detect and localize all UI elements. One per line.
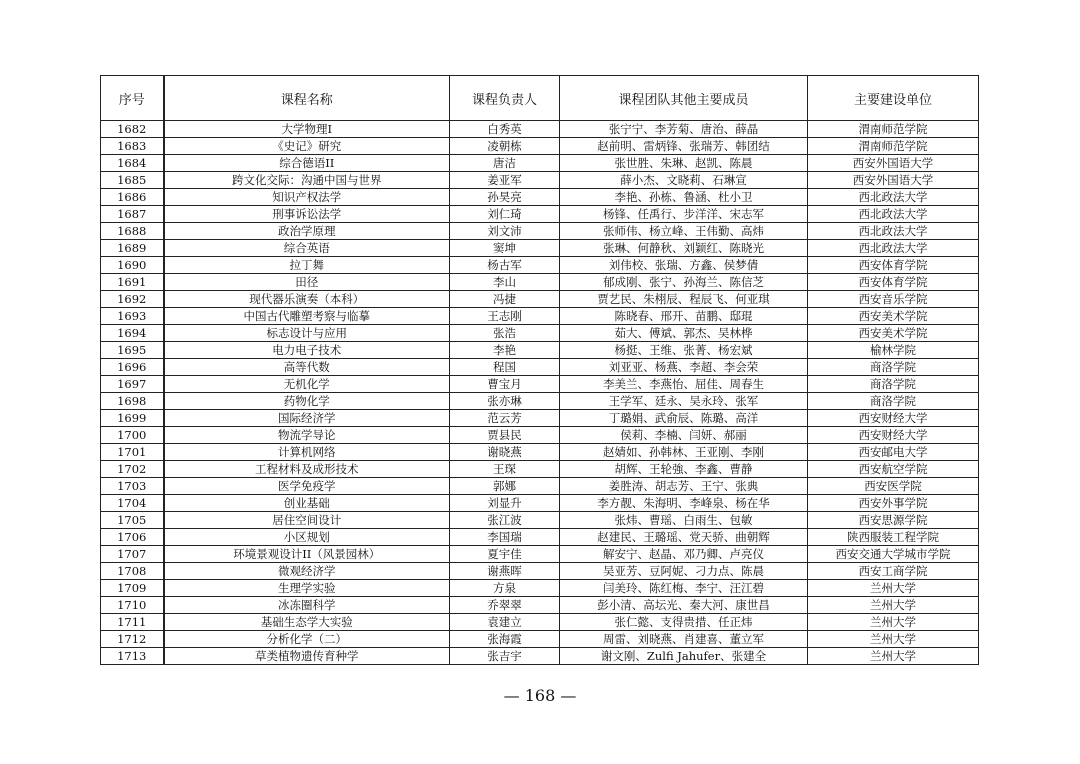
- course-leader-cell: 孙昊亮: [450, 189, 560, 206]
- course-leader-cell: 张海霞: [450, 631, 560, 648]
- team-members-cell: 赵建民、王璐瑶、党天骄、曲朝辉: [560, 529, 808, 546]
- course-name-cell: 创业基础: [164, 495, 450, 512]
- course-leader-cell: 袁建立: [450, 614, 560, 631]
- institution-cell: 西安美术学院: [808, 308, 979, 325]
- course-leader-cell: 贾县民: [450, 427, 560, 444]
- table-row: [101, 376, 979, 393]
- table-row: [101, 597, 979, 614]
- team-members-cell: 李方靓、朱海明、李峰泉、杨在华: [560, 495, 808, 512]
- team-members-cell: 周雷、刘晓燕、肖建喜、董立军: [560, 631, 808, 648]
- course-name-cell: 环境景观设计II（风景园林）: [164, 546, 450, 563]
- table-row: [101, 393, 979, 410]
- team-members-cell: 赵前明、雷炳锋、张瑞芳、韩团结: [560, 138, 808, 155]
- team-members-cell: 王学军、廷永、吴永玲、张军: [560, 393, 808, 410]
- team-members-cell: 姜胜涛、胡志芳、王宁、张典: [560, 478, 808, 495]
- serial-cell: 1699: [101, 410, 164, 427]
- course-leader-cell: 刘仁琦: [450, 206, 560, 223]
- course-leader-cell: 姜亚军: [450, 172, 560, 189]
- serial-cell: 1707: [101, 546, 164, 563]
- team-members-cell: 张琳、何静秋、刘颖红、陈晓光: [560, 240, 808, 257]
- table-row: [101, 274, 979, 291]
- institution-cell: 兰州大学: [808, 631, 979, 648]
- course-name-cell: 冰冻圈科学: [164, 597, 450, 614]
- course-name-cell: 跨文化交际：沟通中国与世界: [164, 172, 450, 189]
- course-name-cell: 综合英语: [164, 240, 450, 257]
- serial-cell: 1709: [101, 580, 164, 597]
- team-members-cell: 谢文刚、Zulfi Jahufer、张建全: [560, 648, 808, 665]
- course-name-cell: 现代器乐演奏（本科）: [164, 291, 450, 308]
- institution-cell: 西北政法大学: [808, 189, 979, 206]
- course-name-cell: 物流学导论: [164, 427, 450, 444]
- course-name-cell: 医学免疫学: [164, 478, 450, 495]
- team-members-cell: 李美兰、李燕怡、屈佳、周春生: [560, 376, 808, 393]
- table-row: [101, 308, 979, 325]
- serial-cell: 1688: [101, 223, 164, 240]
- table-row: [101, 512, 979, 529]
- table-row: [101, 580, 979, 597]
- serial-cell: 1713: [101, 648, 164, 665]
- table-row: [101, 342, 979, 359]
- institution-cell: 西安美术学院: [808, 325, 979, 342]
- table-row: [101, 410, 979, 427]
- course-name-cell: 药物化学: [164, 393, 450, 410]
- course-leader-cell: 窦坤: [450, 240, 560, 257]
- table-row: [101, 189, 979, 206]
- institution-cell: 西安航空学院: [808, 461, 979, 478]
- institution-cell: 商洛学院: [808, 376, 979, 393]
- serial-cell: 1696: [101, 359, 164, 376]
- institution-cell: 西安体育学院: [808, 257, 979, 274]
- institution-cell: 西安体育学院: [808, 274, 979, 291]
- serial-cell: 1701: [101, 444, 164, 461]
- team-members-cell: 贾艺民、朱栩辰、程辰飞、何亚琪: [560, 291, 808, 308]
- institution-cell: 西安交通大学城市学院: [808, 546, 979, 563]
- table-row: [101, 444, 979, 461]
- serial-cell: 1684: [101, 155, 164, 172]
- team-members-cell: 李艳、孙栋、鲁涵、杜小卫: [560, 189, 808, 206]
- team-members-cell: 侯莉、李楠、闫妍、郝丽: [560, 427, 808, 444]
- course-name-cell: 电力电子技术: [164, 342, 450, 359]
- team-members-cell: 张师伟、杨立峰、王伟勤、高炜: [560, 223, 808, 240]
- course-leader-cell: 程国: [450, 359, 560, 376]
- course-leader-cell: 凌朝栋: [450, 138, 560, 155]
- institution-cell: 西北政法大学: [808, 240, 979, 257]
- serial-cell: 1690: [101, 257, 164, 274]
- course-table: [100, 75, 979, 665]
- course-name-cell: 国际经济学: [164, 410, 450, 427]
- institution-cell: 西安外国语大学: [808, 172, 979, 189]
- course-name-cell: 无机化学: [164, 376, 450, 393]
- header-institution: 主要建设单位: [808, 76, 979, 121]
- table-row: [101, 206, 979, 223]
- course-name-cell: 拉丁舞: [164, 257, 450, 274]
- team-members-cell: 胡辉、王轮強、李鑫、曹静: [560, 461, 808, 478]
- serial-cell: 1704: [101, 495, 164, 512]
- table-row: [101, 325, 979, 342]
- course-name-cell: 大学物理I: [164, 121, 450, 138]
- serial-cell: 1697: [101, 376, 164, 393]
- header-serial: 序号: [101, 76, 164, 121]
- team-members-cell: 张世胜、朱琳、赵凯、陈晨: [560, 155, 808, 172]
- course-leader-cell: 刘显升: [450, 495, 560, 512]
- course-name-cell: 田径: [164, 274, 450, 291]
- institution-cell: 西北政法大学: [808, 223, 979, 240]
- institution-cell: 陕西服装工程学院: [808, 529, 979, 546]
- course-leader-cell: 王志刚: [450, 308, 560, 325]
- institution-cell: 西安思源学院: [808, 512, 979, 529]
- header-team-members: 课程团队其他主要成员: [560, 76, 808, 121]
- institution-cell: 西安外事学院: [808, 495, 979, 512]
- serial-cell: 1689: [101, 240, 164, 257]
- table-row: [101, 563, 979, 580]
- serial-cell: 1703: [101, 478, 164, 495]
- course-name-cell: 标志设计与应用: [164, 325, 450, 342]
- course-name-cell: 居住空间设计: [164, 512, 450, 529]
- team-members-cell: 张炜、曹瑶、白雨生、包敏: [560, 512, 808, 529]
- course-leader-cell: 乔翠翠: [450, 597, 560, 614]
- table-row: [101, 427, 979, 444]
- table-row: [101, 478, 979, 495]
- course-leader-cell: 谢晓燕: [450, 444, 560, 461]
- course-leader-cell: 李国瑞: [450, 529, 560, 546]
- institution-cell: 西北政法大学: [808, 206, 979, 223]
- institution-cell: 西安财经大学: [808, 410, 979, 427]
- institution-cell: 西安财经大学: [808, 427, 979, 444]
- table-row: [101, 155, 979, 172]
- institution-cell: 渭南师范学院: [808, 121, 979, 138]
- institution-cell: 渭南师范学院: [808, 138, 979, 155]
- team-members-cell: 张仁懿、支得贵措、任正炜: [560, 614, 808, 631]
- team-members-cell: 张宁宁、李芳菊、唐治、薛晶: [560, 121, 808, 138]
- table-header-row: [101, 76, 979, 121]
- course-name-cell: 知识产权法学: [164, 189, 450, 206]
- table-row: [101, 546, 979, 563]
- table-row: [101, 529, 979, 546]
- team-members-cell: 薛小杰、文晓莉、石琳宣: [560, 172, 808, 189]
- team-members-cell: 赵婧如、孙韩林、王亚刚、李刚: [560, 444, 808, 461]
- course-leader-cell: 张浩: [450, 325, 560, 342]
- course-name-cell: 刑事诉讼法学: [164, 206, 450, 223]
- serial-cell: 1705: [101, 512, 164, 529]
- course-leader-cell: 李山: [450, 274, 560, 291]
- course-leader-cell: 白秀英: [450, 121, 560, 138]
- course-name-cell: 生理学实验: [164, 580, 450, 597]
- team-members-cell: 杨锋、任禹行、步洋洋、宋志军: [560, 206, 808, 223]
- course-name-cell: 分析化学（二）: [164, 631, 450, 648]
- table-row: [101, 631, 979, 648]
- serial-cell: 1695: [101, 342, 164, 359]
- course-name-cell: 工程材料及成形技术: [164, 461, 450, 478]
- course-name-cell: 计算机网络: [164, 444, 450, 461]
- institution-cell: 西安工商学院: [808, 563, 979, 580]
- serial-cell: 1686: [101, 189, 164, 206]
- institution-cell: 商洛学院: [808, 359, 979, 376]
- course-leader-cell: 张亦琳: [450, 393, 560, 410]
- page-number: — 168 —: [503, 686, 577, 705]
- table-body: [101, 121, 979, 665]
- table-row: [101, 291, 979, 308]
- team-members-cell: 郁成刚、张宁、孙海兰、陈信芝: [560, 274, 808, 291]
- team-members-cell: 茹大、傅斌、郭杰、吴林桦: [560, 325, 808, 342]
- table-row: [101, 223, 979, 240]
- table-row: [101, 648, 979, 665]
- course-leader-cell: 杨古军: [450, 257, 560, 274]
- course-name-cell: 微观经济学: [164, 563, 450, 580]
- serial-cell: 1700: [101, 427, 164, 444]
- serial-cell: 1692: [101, 291, 164, 308]
- serial-cell: 1702: [101, 461, 164, 478]
- team-members-cell: 彭小清、高坛光、秦大河、康世昌: [560, 597, 808, 614]
- serial-cell: 1708: [101, 563, 164, 580]
- institution-cell: 西安音乐学院: [808, 291, 979, 308]
- course-leader-cell: 刘文沛: [450, 223, 560, 240]
- serial-cell: 1698: [101, 393, 164, 410]
- course-name-cell: 草类植物遗传育种学: [164, 648, 450, 665]
- serial-cell: 1685: [101, 172, 164, 189]
- serial-cell: 1682: [101, 121, 164, 138]
- table-row: [101, 121, 979, 138]
- institution-cell: 榆林学院: [808, 342, 979, 359]
- institution-cell: 兰州大学: [808, 614, 979, 631]
- institution-cell: 西安邮电大学: [808, 444, 979, 461]
- institution-cell: 西安外国语大学: [808, 155, 979, 172]
- table-row: [101, 172, 979, 189]
- course-leader-cell: 冯捷: [450, 291, 560, 308]
- table-row: [101, 240, 979, 257]
- team-members-cell: 刘亚亚、杨燕、李超、李会荣: [560, 359, 808, 376]
- team-members-cell: 丁璐娟、武俞辰、陈璐、高洋: [560, 410, 808, 427]
- course-name-cell: 《史记》研究: [164, 138, 450, 155]
- serial-cell: 1706: [101, 529, 164, 546]
- serial-cell: 1711: [101, 614, 164, 631]
- team-members-cell: 杨挺、王维、张菁、杨宏斌: [560, 342, 808, 359]
- team-members-cell: 闫美玲、陈红梅、李宁、汪江碧: [560, 580, 808, 597]
- serial-cell: 1694: [101, 325, 164, 342]
- course-name-cell: 综合德语II: [164, 155, 450, 172]
- course-leader-cell: 方泉: [450, 580, 560, 597]
- table-row: [101, 359, 979, 376]
- team-members-cell: 吴亚芳、豆阿妮、刁力点、陈晨: [560, 563, 808, 580]
- serial-cell: 1712: [101, 631, 164, 648]
- serial-cell: 1687: [101, 206, 164, 223]
- team-members-cell: 刘伟校、张瑞、方鑫、侯梦倩: [560, 257, 808, 274]
- course-leader-cell: 曹宝月: [450, 376, 560, 393]
- table-row: [101, 614, 979, 631]
- institution-cell: 兰州大学: [808, 597, 979, 614]
- course-leader-cell: 张吉宇: [450, 648, 560, 665]
- serial-cell: 1693: [101, 308, 164, 325]
- institution-cell: 兰州大学: [808, 580, 979, 597]
- serial-cell: 1710: [101, 597, 164, 614]
- course-leader-cell: 唐洁: [450, 155, 560, 172]
- course-name-cell: 政治学原理: [164, 223, 450, 240]
- table-row: [101, 495, 979, 512]
- course-leader-cell: 王琛: [450, 461, 560, 478]
- team-members-cell: 解安宁、赵晶、邓乃卿、卢亮仪: [560, 546, 808, 563]
- course-name-cell: 基础生态学大实验: [164, 614, 450, 631]
- header-course-leader: 课程负责人: [450, 76, 560, 121]
- course-leader-cell: 谢燕晖: [450, 563, 560, 580]
- institution-cell: 商洛学院: [808, 393, 979, 410]
- serial-cell: 1683: [101, 138, 164, 155]
- table-row: [101, 461, 979, 478]
- team-members-cell: 陈晓春、邢开、苗鹏、邸琨: [560, 308, 808, 325]
- course-name-cell: 中国古代雕塑考察与临摹: [164, 308, 450, 325]
- course-leader-cell: 郭娜: [450, 478, 560, 495]
- serial-cell: 1691: [101, 274, 164, 291]
- course-leader-cell: 夏宇佳: [450, 546, 560, 563]
- header-course-name: 课程名称: [164, 76, 450, 121]
- institution-cell: 西安医学院: [808, 478, 979, 495]
- institution-cell: 兰州大学: [808, 648, 979, 665]
- table-row: [101, 257, 979, 274]
- table-row: [101, 138, 979, 155]
- course-name-cell: 高等代数: [164, 359, 450, 376]
- course-leader-cell: 张江波: [450, 512, 560, 529]
- course-leader-cell: 李艳: [450, 342, 560, 359]
- course-leader-cell: 范云芳: [450, 410, 560, 427]
- course-name-cell: 小区规划: [164, 529, 450, 546]
